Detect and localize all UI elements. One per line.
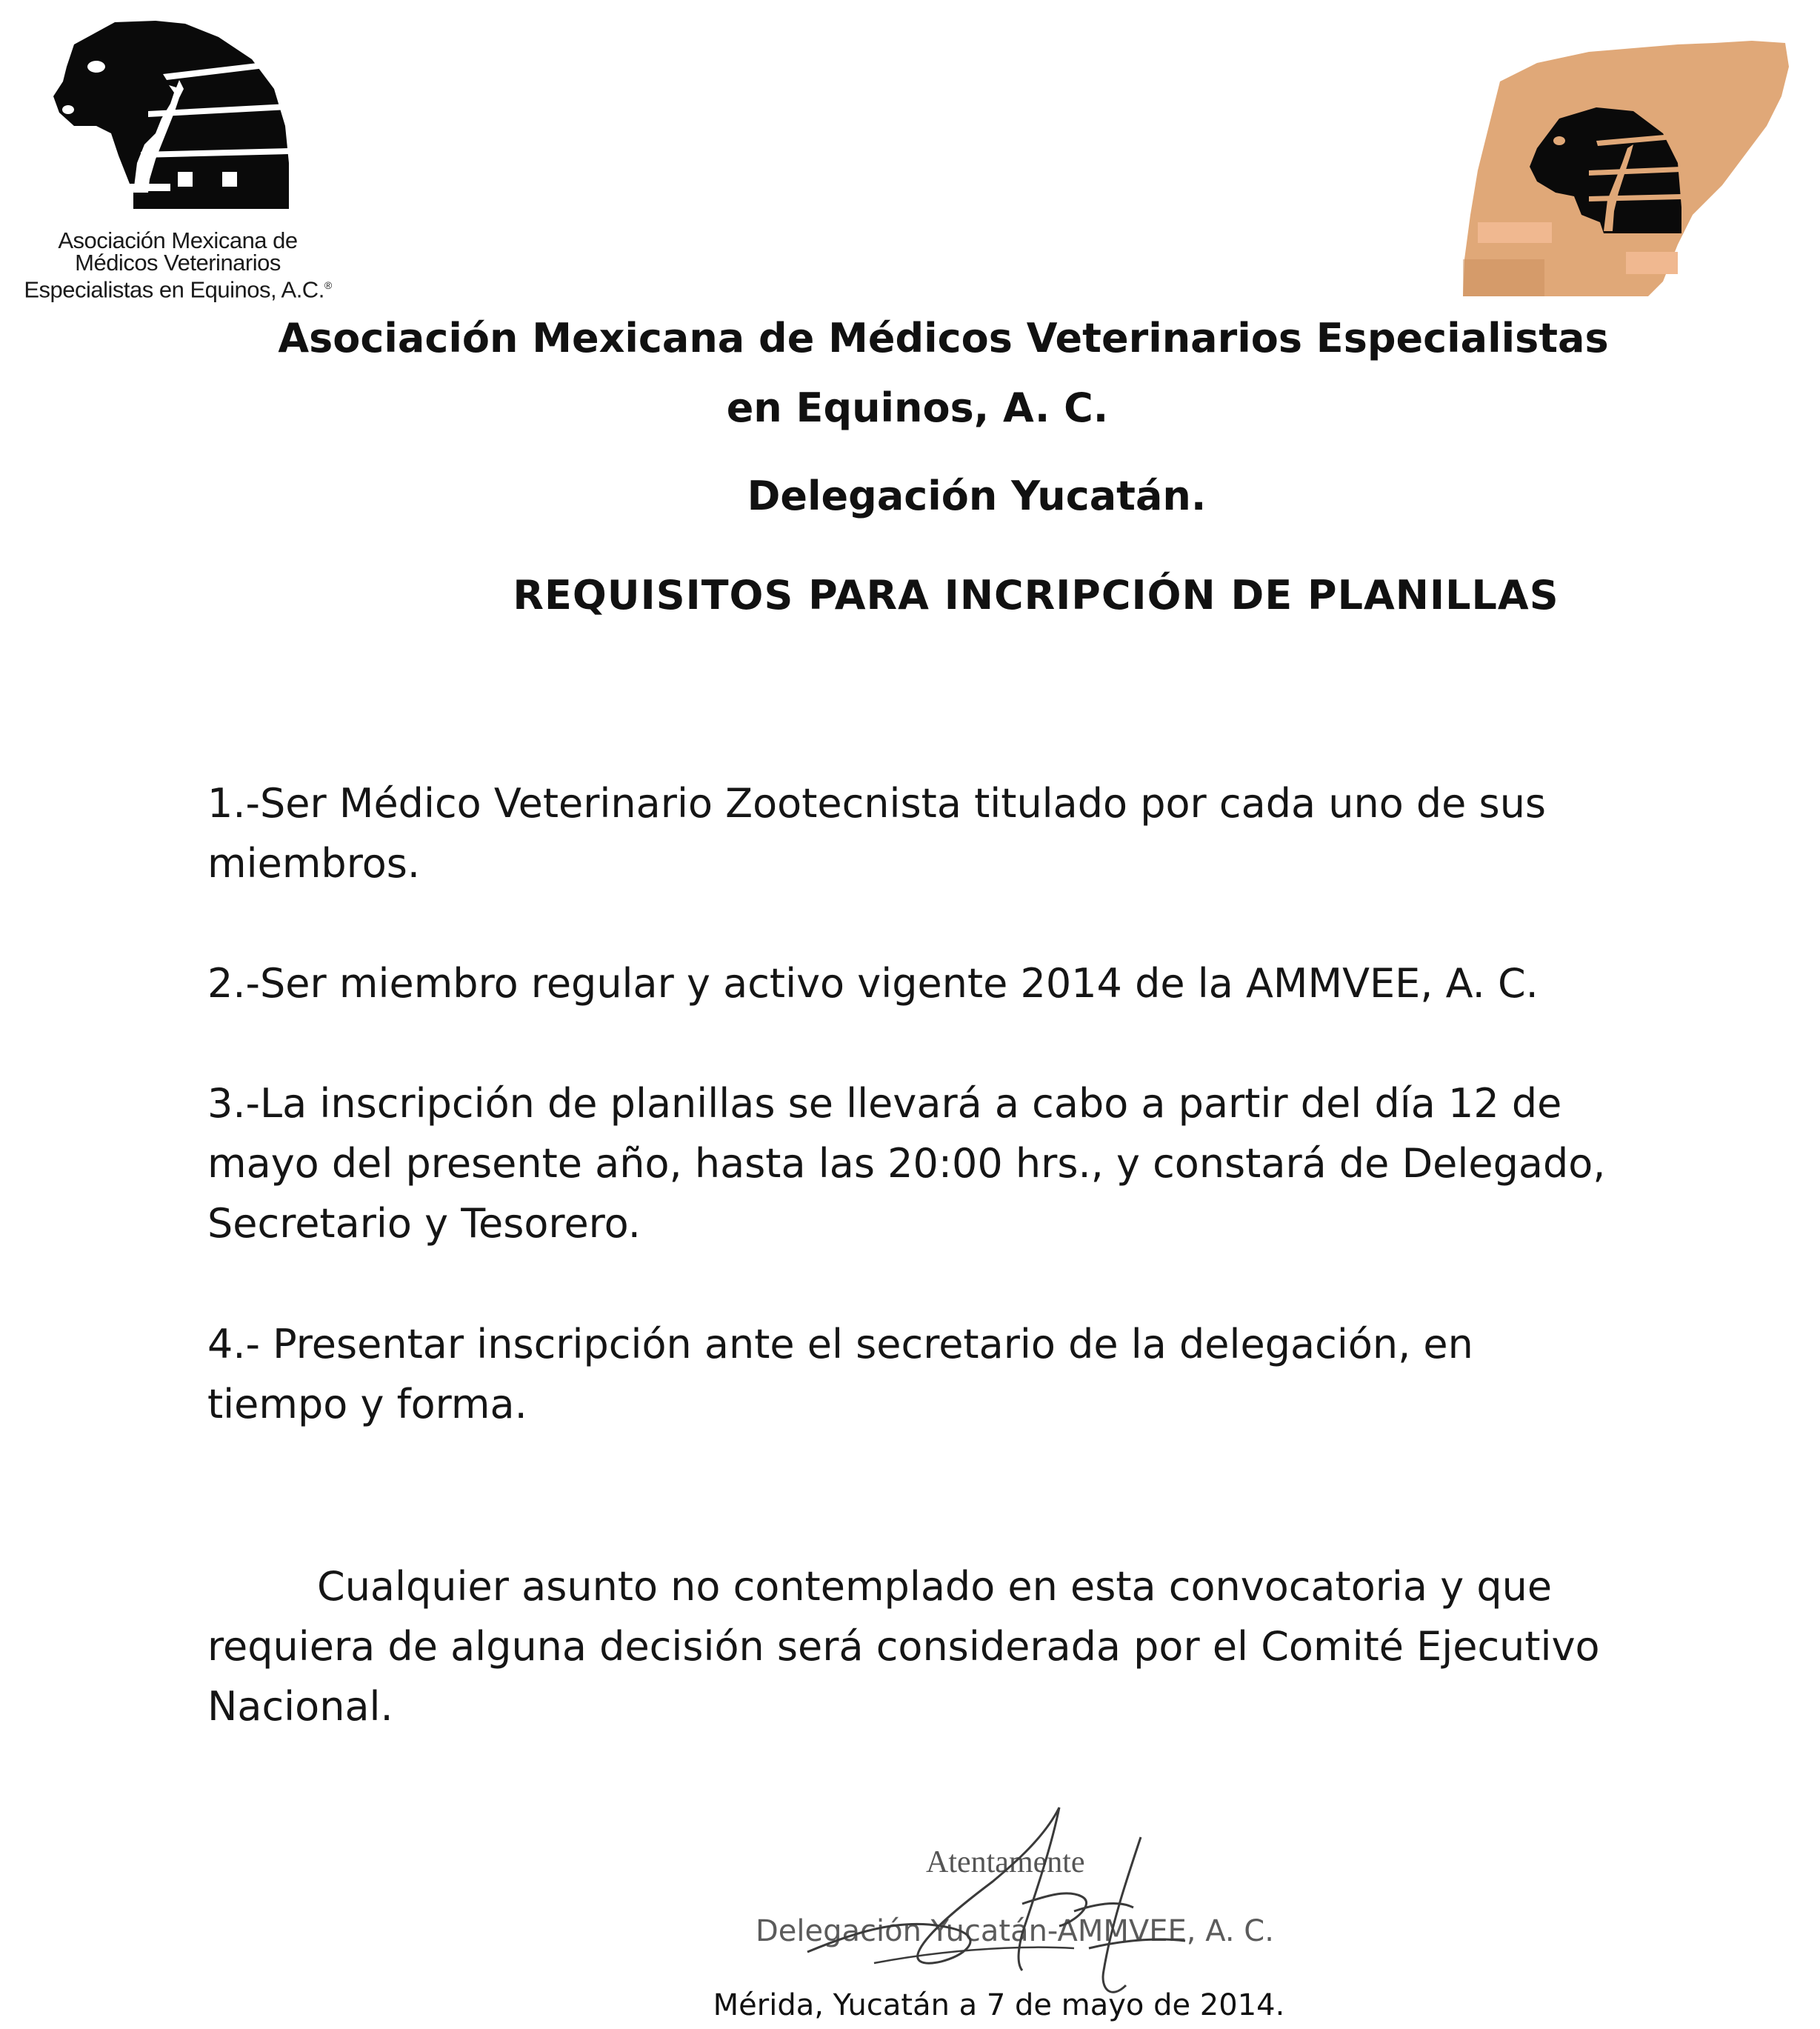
yucatan-map-horse-icon <box>1456 37 1796 300</box>
requirement-4: 4.- Presentar inscripción ante el secretario de la delegación, en tiempo y forma. <box>207 1321 1473 1427</box>
yucatan-delegation-logo <box>1456 37 1796 300</box>
delegation-heading: Delegación Yucatán. <box>747 473 1207 519</box>
logo-text-line-1: Asociación Mexicana de <box>58 227 298 253</box>
logo-text-line-2: Médicos Veterinarios <box>75 250 281 276</box>
org-name-line-2: en Equinos, A. C. <box>726 384 1109 431</box>
requirement-3: 3.-La inscripción de planillas se llevará a cabo a partir del día 12 de mayo del presente año, hasta las 20:00 hrs., y constará de Delegado, Secretario y Tesorero. <box>207 1080 1606 1247</box>
document-title: REQUISITOS PARA INCRIPCIÓN DE PLANILLAS <box>513 572 1559 619</box>
closing-paragraph: Cualquier asunto no contemplado en esta convocatoria y que requiera de alguna decisión será considerada por el Comité Ejecutivo Nacional. <box>207 1563 1600 1730</box>
logo-text-line-3: Especialistas en Equinos, A.C.® <box>24 276 332 303</box>
requirement-1: 1.-Ser Médico Veterinario Zootecnista titulado por cada uno de sus miembros. <box>207 780 1547 887</box>
signature-block <box>726 1793 1319 2015</box>
handwritten-signature-icon <box>726 1793 1319 2015</box>
atentamente-stamp: Atentamente <box>926 1845 1085 1879</box>
ammvee-logo <box>15 15 341 311</box>
org-name-heading <box>0 304 1820 443</box>
org-name-line-1: Asociación Mexicana de Médicos Veterinarios Especialistas <box>278 315 1609 362</box>
signer-name: Delegación Yucatán-AMMVEE, A. C. <box>756 1914 1274 1948</box>
horse-head-knight-icon <box>44 15 296 215</box>
ammvee-logo-text <box>15 227 341 303</box>
place-and-date: Mérida, Yucatán a 7 de mayo de 2014. <box>713 1988 1285 2022</box>
requirement-2: 2.-Ser miembro regular y activo vigente 2014 de la AMMVEE, A. C. <box>207 960 1539 1007</box>
